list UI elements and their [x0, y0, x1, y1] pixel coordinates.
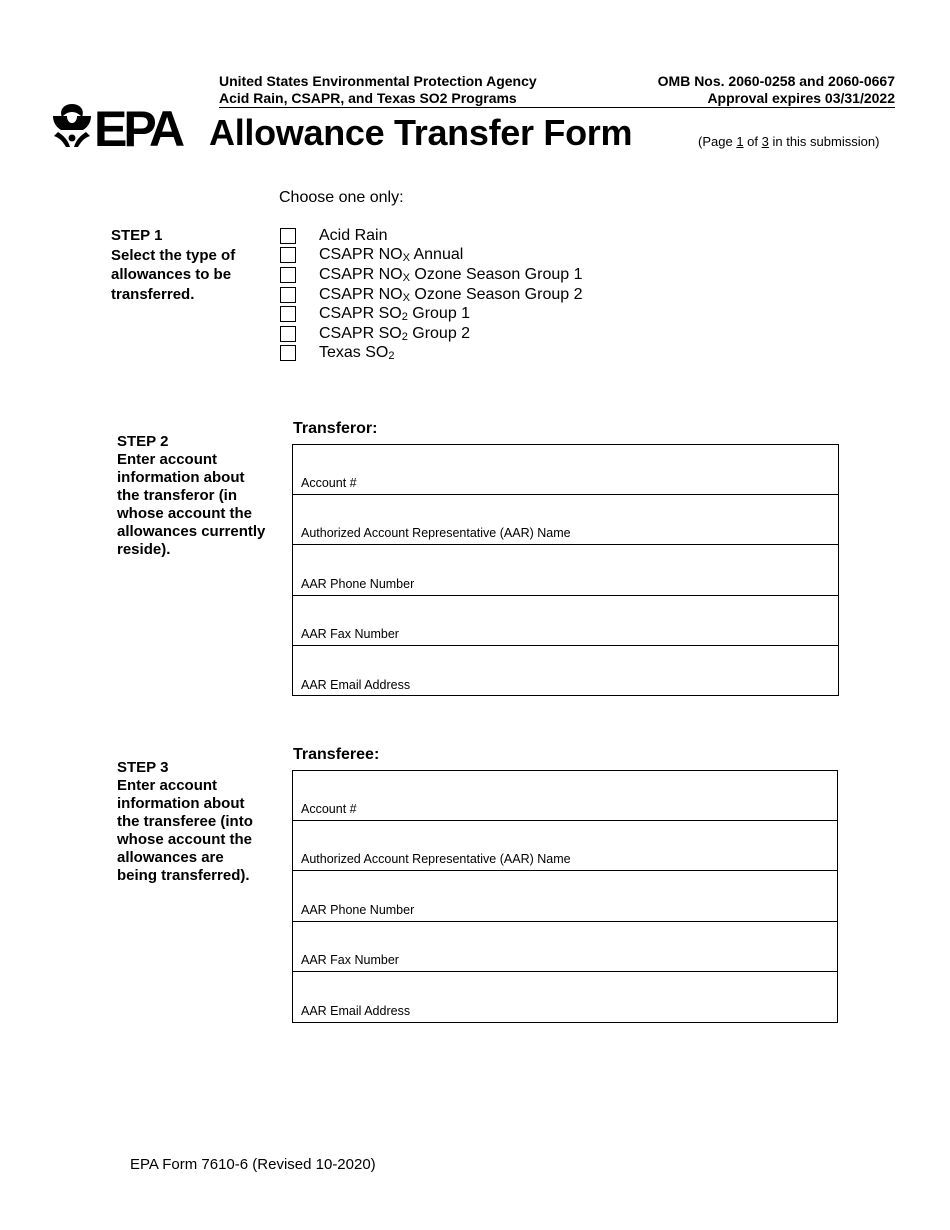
transferee-fields	[292, 770, 838, 1023]
transferee-field-row	[293, 922, 837, 972]
allowance-option[interactable]	[280, 285, 582, 305]
transferee-field-row	[293, 771, 837, 821]
option-subscript: 2	[401, 311, 408, 324]
transferor-field-label: Account #	[301, 476, 357, 491]
page-of: of	[743, 134, 762, 149]
transferee-field-row	[293, 871, 837, 921]
form-number: EPA Form 7610-6 (Revised 10-2020)	[130, 1156, 376, 1173]
transferor-fields	[292, 444, 839, 696]
option-main-text: CSAPR SO	[319, 305, 402, 323]
option-subscript: 2	[388, 350, 395, 363]
epa-flower-icon	[53, 104, 91, 147]
allowance-checkbox[interactable]	[280, 267, 296, 283]
option-rest-text: Group 1	[407, 305, 471, 323]
allowance-option[interactable]	[280, 324, 582, 344]
transferor-field-input[interactable]	[299, 548, 832, 572]
transferor-field-row	[293, 495, 838, 545]
transferee-field-input[interactable]	[299, 975, 831, 999]
transferor-field-row	[293, 545, 838, 595]
agency-name: United States Environmental Protection Agency	[219, 73, 537, 89]
allowance-checkbox[interactable]	[280, 287, 296, 303]
transferor-field-label: AAR Email Address	[301, 677, 411, 692]
transferee-field-label: Authorized Account Representative (AAR) Name	[301, 852, 571, 867]
transferee-field-label: AAR Email Address	[301, 1003, 411, 1018]
allowance-option-label	[319, 344, 394, 362]
approval-expiry: Approval expires 03/31/2022	[707, 90, 895, 106]
transferor-field-label: AAR Fax Number	[301, 626, 399, 641]
option-main-text: CSAPR SO	[319, 324, 402, 342]
allowance-checkbox[interactable]	[280, 326, 296, 342]
allowance-option-label	[319, 246, 463, 264]
option-main-text: Acid Rain	[319, 226, 388, 244]
header-omb-block	[658, 73, 895, 107]
program-names: Acid Rain, CSAPR, and Texas SO2 Programs	[219, 90, 517, 106]
step3-label: STEP 3	[117, 759, 169, 776]
transferor-heading: Transferor:	[293, 420, 378, 437]
transferor-field-input[interactable]	[299, 599, 832, 623]
allowance-option-label	[319, 305, 470, 323]
step1-label: STEP 1	[111, 227, 163, 244]
option-rest-text: Ozone Season Group 2	[409, 285, 583, 303]
page-prefix: (Page	[698, 134, 737, 149]
choose-one-instruction: Choose one only:	[279, 189, 404, 206]
step2-instruction: Enter account information about the transferor (in whose account the allowances currently reside).	[117, 451, 266, 558]
allowance-option-label	[319, 286, 582, 304]
step1-instruction: Select the type of allowances to be transferred.	[111, 246, 236, 303]
transferee-field-label: AAR Fax Number	[301, 952, 399, 967]
allowance-option-label	[319, 266, 582, 284]
allowance-option[interactable]	[280, 304, 582, 324]
header-divider	[219, 107, 895, 108]
transferee-field-input[interactable]	[299, 824, 831, 848]
option-rest-text: Ozone Season Group 1	[409, 265, 583, 283]
page-current: 1	[736, 134, 744, 149]
transferor-field-row	[293, 646, 838, 696]
option-main-text: Texas SO	[319, 344, 389, 362]
transferee-field-input[interactable]	[299, 925, 831, 949]
transferor-field-input[interactable]	[299, 649, 832, 673]
option-main-text: CSAPR NO	[319, 285, 403, 303]
page-total: 3	[761, 134, 769, 149]
transferor-field-label: Authorized Account Representative (AAR) Name	[301, 526, 571, 541]
allowance-option[interactable]	[280, 265, 582, 285]
step2-label: STEP 2	[117, 433, 169, 450]
option-main-text: CSAPR NO	[319, 246, 403, 264]
allowance-option[interactable]	[280, 246, 582, 266]
header-agency-block	[219, 73, 537, 107]
allowance-type-options	[280, 226, 582, 363]
option-rest-text: Annual	[409, 246, 464, 264]
transferee-heading: Transferee:	[293, 746, 380, 763]
transferee-field-label: AAR Phone Number	[301, 902, 415, 917]
allowance-option[interactable]	[280, 226, 582, 246]
epa-logo	[50, 100, 190, 150]
allowance-option[interactable]	[280, 344, 582, 364]
transferor-field-label: AAR Phone Number	[301, 576, 415, 591]
step3-instruction: Enter account information about the transferee (into whose account the allowances are being transferred).	[117, 777, 253, 884]
epa-logo-text: EPA	[94, 101, 182, 150]
form-title: Allowance Transfer Form	[209, 112, 633, 153]
omb-numbers: OMB Nos. 2060-0258 and 2060-0667	[657, 73, 895, 89]
option-main-text: CSAPR NO	[319, 265, 403, 283]
option-subscript: X	[402, 291, 410, 304]
option-subscript: X	[402, 252, 410, 265]
transferee-field-label: Account #	[301, 802, 357, 817]
step3-block	[117, 759, 267, 885]
page-suffix: in this submission)	[768, 134, 880, 149]
allowance-option-label	[319, 325, 470, 343]
allowance-checkbox[interactable]	[280, 306, 296, 322]
step1-block	[111, 226, 261, 304]
allowance-option-label	[319, 227, 387, 245]
option-subscript: 2	[401, 330, 408, 343]
transferee-field-input[interactable]	[299, 774, 831, 798]
page-indicator	[698, 134, 879, 149]
allowance-checkbox[interactable]	[280, 228, 296, 244]
transferee-field-row	[293, 972, 837, 1022]
transferor-field-input[interactable]	[299, 498, 832, 522]
option-subscript: X	[402, 271, 410, 284]
transferor-field-row	[293, 596, 838, 646]
allowance-checkbox[interactable]	[280, 247, 296, 263]
transferee-field-row	[293, 821, 837, 871]
step2-block	[117, 433, 267, 559]
option-rest-text: Group 2	[407, 324, 471, 342]
transferor-field-input[interactable]	[299, 448, 832, 472]
transferor-field-row	[293, 445, 838, 495]
allowance-checkbox[interactable]	[280, 345, 296, 361]
transferee-field-input[interactable]	[299, 874, 831, 898]
